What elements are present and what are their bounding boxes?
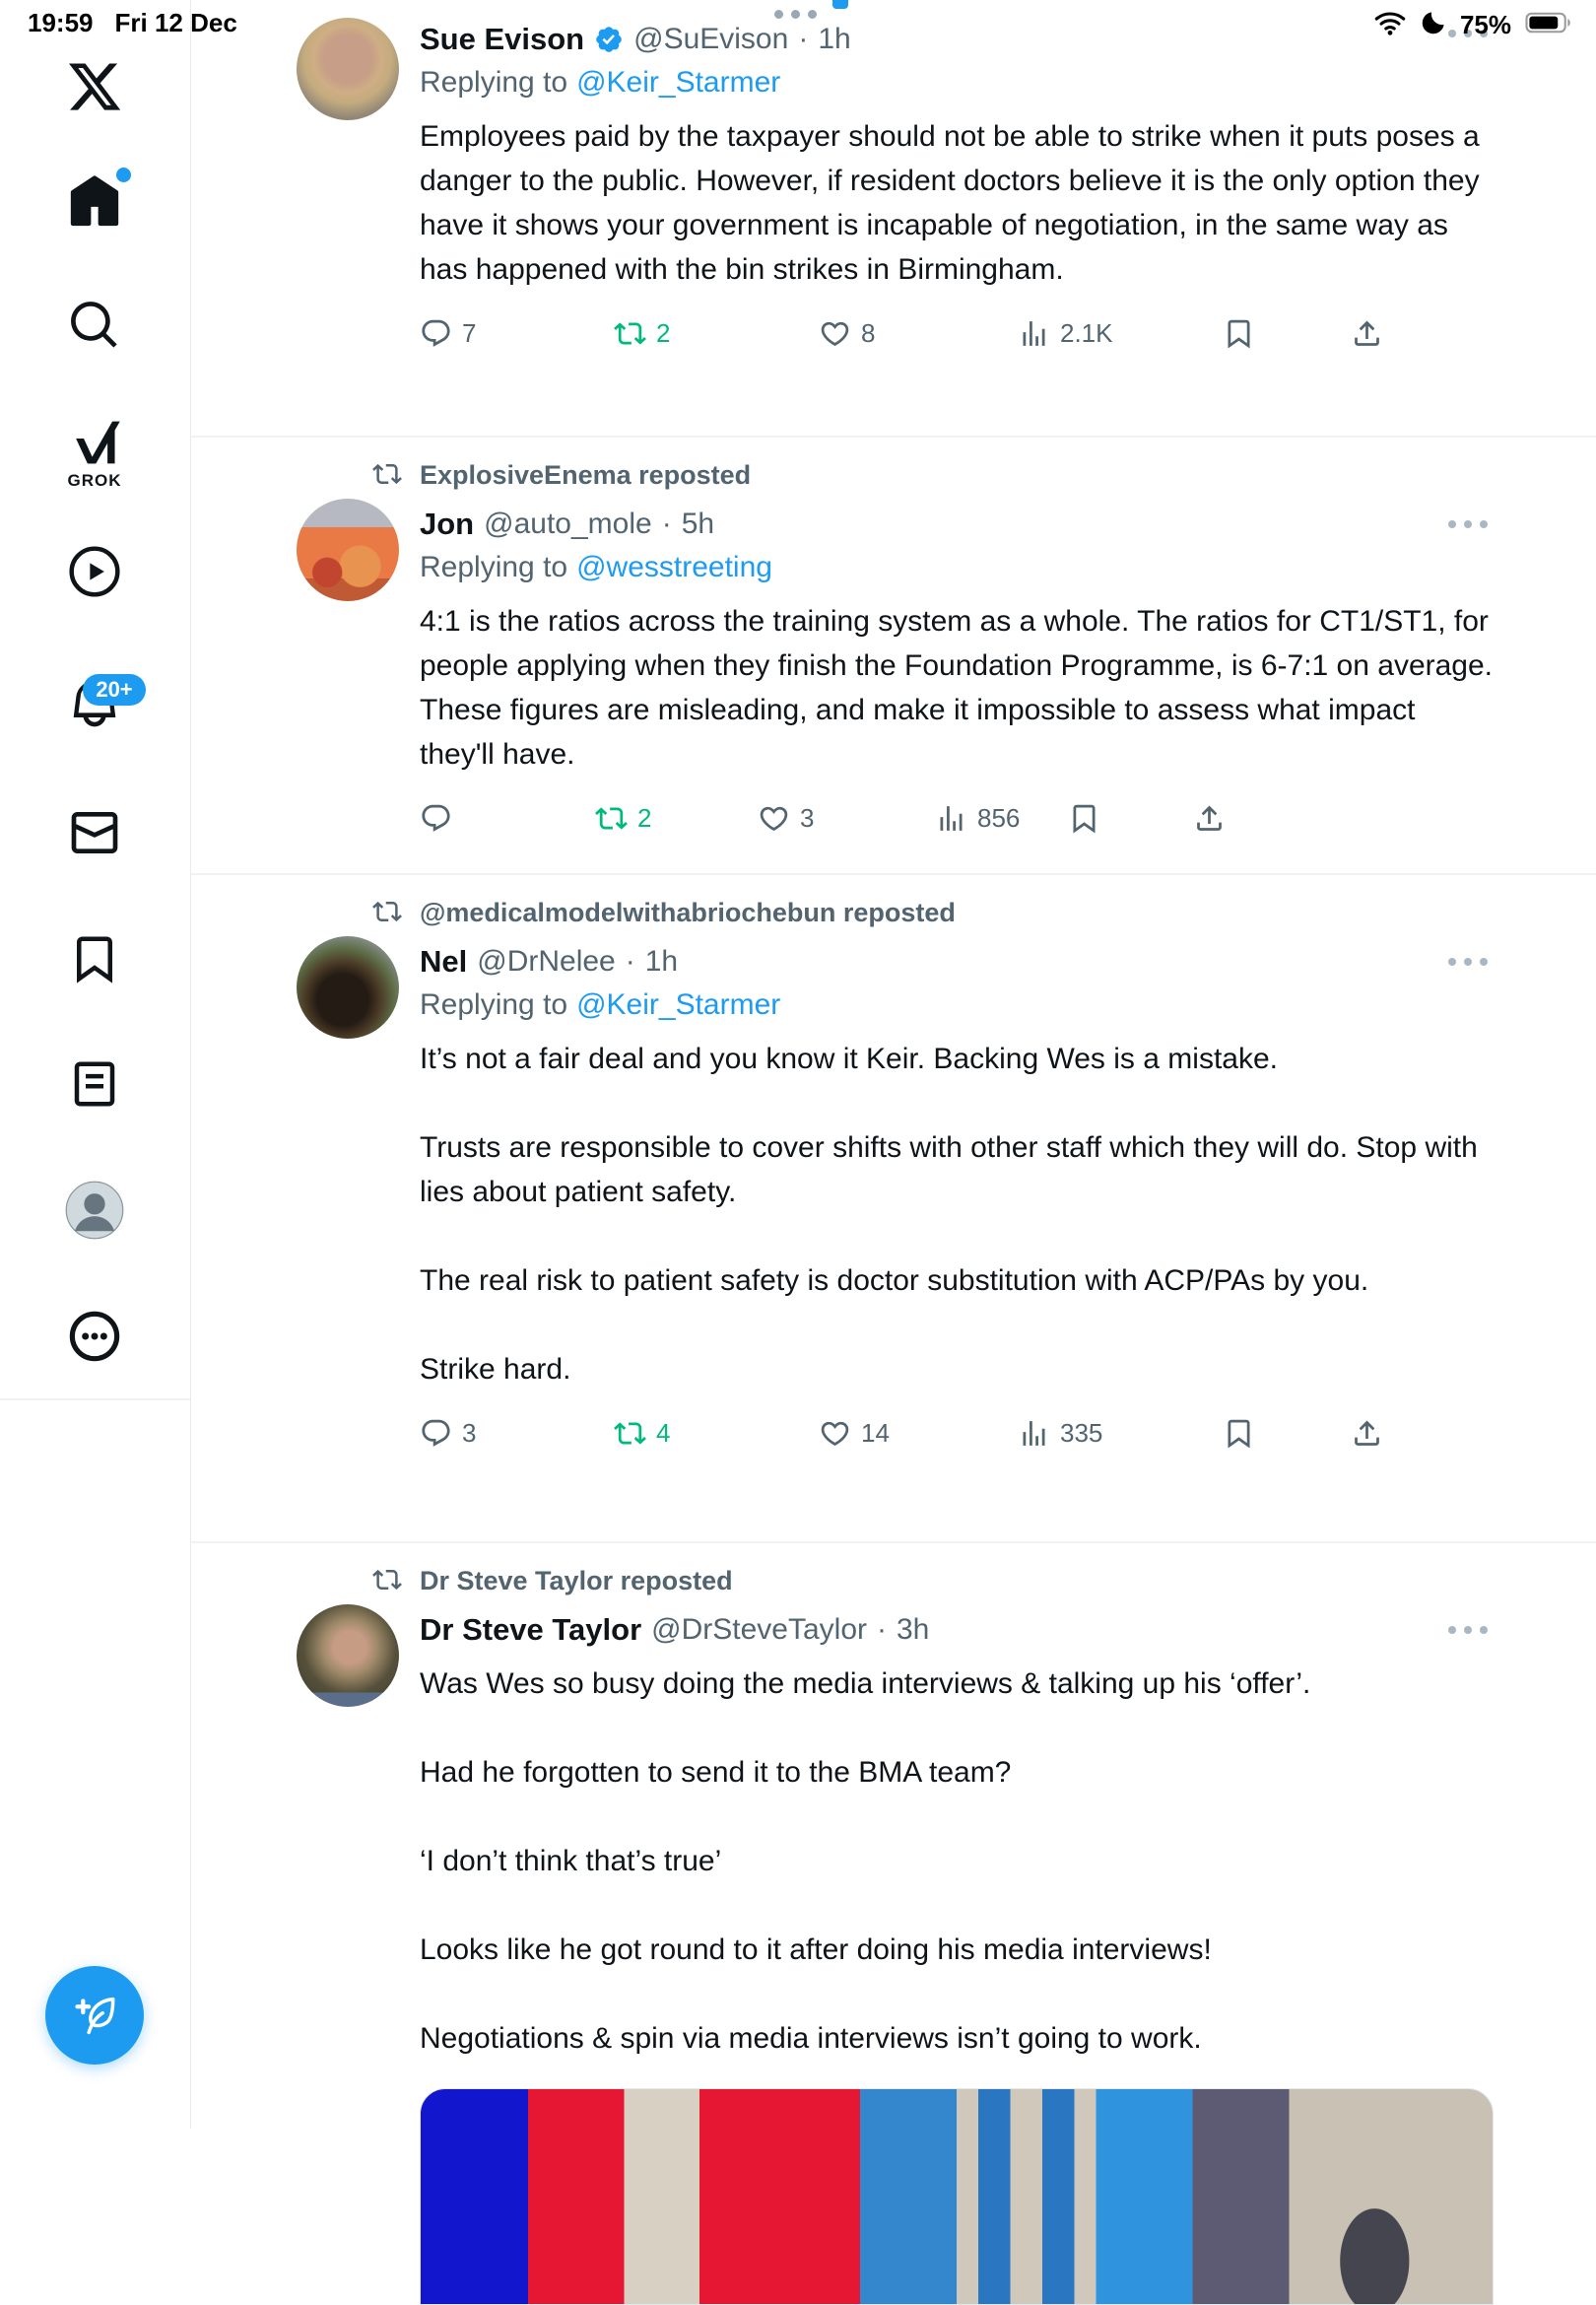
reply-icon [420,802,452,835]
views-button[interactable] [935,794,1020,842]
tweet-text [420,114,1494,292]
share-button[interactable] [1351,1409,1383,1457]
display-name[interactable]: Dr Steve Taylor [420,1612,642,1647]
tweet-actions [420,794,1494,842]
like-button[interactable] [819,309,875,357]
sidebar-item-search[interactable] [67,298,122,353]
repost-icon [595,802,628,835]
do-not-disturb-moon-icon [1419,8,1448,42]
compose-post-button[interactable] [45,1966,144,2065]
tweet-paragraph: It’s not a fair deal and you know it Keir. Backing Wes is a mistake. [420,1043,1278,1075]
reply-button[interactable] [420,1409,476,1457]
bookmark-icon [1223,317,1255,350]
home-unread-dot [116,168,131,182]
reposted-row [420,893,1494,932]
repost-icon [372,1565,402,1594]
tweet-dr-steve-taylor [191,1543,1596,2305]
reposted-by[interactable]: ExplosiveEnema reposted [420,459,752,490]
status-icons [1373,8,1574,42]
sidebar-item-x-home-logo[interactable] [66,58,123,115]
repost-icon [372,459,402,489]
timestamp: 3h [897,1613,930,1646]
tweet-actions [420,1409,1494,1457]
display-name[interactable]: Nel [420,944,468,979]
repost-button[interactable] [595,794,651,842]
sidebar-item-lists[interactable] [68,1057,121,1111]
reply-icon [420,1417,452,1450]
tweet-paragraph: Employees paid by the taxpayer should not be able to strike when it puts poses a danger to the public. However, if resident doctors believe it is the only option they have it shows your government is incapable of negotiation, in the same way as has happened with the bin strikes in Birmingham. [420,120,1480,286]
bookmark-icon [1223,1417,1255,1450]
tweet-more-icon[interactable] [1448,520,1488,528]
repost-count: 4 [656,1417,671,1448]
separator-dot: · [798,23,809,55]
tweet-paragraph: Was Wes so busy doing the media interviews & talking up his ‘offer’. [420,1667,1311,1700]
handle[interactable]: @auto_mole [484,508,652,540]
sidebar-item-home[interactable] [66,173,123,231]
like-button[interactable] [758,794,814,842]
reply-button[interactable] [420,794,462,842]
heart-icon [758,802,790,835]
tweet-paragraph: ‘I don’t think that’s true’ [420,1845,722,1877]
tweet-paragraph: The real risk to patient safety is doctor substitution with ACP/PAs by you. [420,1264,1369,1297]
like-count: 3 [800,802,815,833]
bookmark-icon [1068,802,1100,835]
repost-button[interactable] [614,1409,670,1457]
repost-button[interactable] [614,309,670,357]
separator-dot: · [877,1613,887,1646]
tweet-more-icon[interactable] [1448,1626,1488,1634]
tweet-nel [191,875,1596,1541]
repost-icon [614,1417,646,1450]
tweet-jon [191,438,1596,873]
notifications-badge: 20+ [83,674,146,706]
tweet-text [420,1037,1494,1391]
sidebar [0,0,191,2129]
view-count: 335 [1060,1417,1103,1448]
timeline [191,0,1596,2305]
bookmark-button[interactable] [1223,1409,1255,1457]
bookmark-button[interactable] [1223,309,1255,357]
status-time: 19:59 [28,8,94,37]
tweet-sue-evison [191,0,1596,436]
sidebar-item-profile[interactable] [65,1181,124,1240]
display-name[interactable]: Sue Evison [420,22,585,56]
avatar[interactable] [297,1604,399,1707]
replying-prefix: Replying to [420,988,568,1021]
repost-count: 2 [656,317,671,348]
share-icon [1351,317,1383,350]
tweet-paragraph: Looks like he got round to it after doing his media interviews! [420,1933,1212,1966]
reposted-row [420,1561,1494,1600]
reply-count: 3 [462,1417,477,1448]
tweet-paragraph: Trusts are responsible to cover shifts with other staff which they will do. Stop with lies about patient safety. [420,1131,1478,1208]
views-button[interactable] [1018,309,1113,357]
sidebar-item-grok[interactable] [68,416,122,491]
tweet-paragraph: Strike hard. [420,1353,571,1386]
repost-icon [614,317,646,350]
view-count: 2.1K [1060,317,1113,348]
analytics-icon [1018,1417,1050,1450]
like-count: 8 [861,317,876,348]
replying-mention[interactable]: @Keir_Starmer [576,66,781,99]
replying-prefix: Replying to [420,551,568,583]
replying-prefix: Replying to [420,66,568,99]
sidebar-item-bookmarks[interactable] [68,932,121,985]
separator-dot: · [625,945,635,978]
share-button[interactable] [1193,794,1226,842]
battery-percent: 75% [1459,10,1511,39]
wifi-icon [1373,9,1407,41]
heart-icon [819,317,851,350]
analytics-icon [935,802,967,835]
avatar[interactable] [297,936,399,1039]
handle[interactable]: @SuEvison [633,23,789,55]
sidebar-item-video[interactable] [67,544,122,599]
battery-icon [1523,8,1574,42]
handle[interactable]: @DrSteveTaylor [651,1613,867,1646]
status-date: Fri 12 Dec [114,8,237,37]
reply-icon [420,317,452,350]
separator-dot: · [661,508,672,540]
timestamp: 1h [644,945,679,978]
handle[interactable]: @DrNelee [477,945,616,978]
share-icon [1351,1417,1383,1450]
sidebar-item-more[interactable] [67,1309,122,1364]
tweet-text [420,1661,1494,2061]
bookmark-button[interactable] [1068,794,1100,842]
repost-icon [372,897,402,926]
views-button[interactable] [1018,1409,1102,1457]
reply-button[interactable] [420,309,476,357]
like-button[interactable] [819,1409,890,1457]
view-count: 856 [977,802,1021,833]
sidebar-divider [0,1398,190,1400]
reply-count: 7 [462,317,477,348]
timestamp: 1h [818,23,851,55]
reposted-row [420,455,1494,495]
share-icon [1193,802,1226,835]
grok-label: GROK [67,471,122,490]
repost-count: 2 [637,802,652,833]
tweet-more-icon[interactable] [1448,958,1488,966]
timestamp: 5h [681,508,715,540]
tweet-paragraph: Negotiations & spin via media interviews isn’t going to work. [420,2022,1202,2055]
tweet-paragraph: 4:1 is the ratios across the training system as a whole. The ratios for CT1/ST1, for people applying when they finish the Foundation Programme, is 6-7:1 on average. These figures are misleading, and make it impossible to assess what impact they'll have. [420,605,1494,771]
like-count: 14 [861,1417,890,1448]
compose-feather-icon [67,1988,122,2043]
status-time-date [28,8,237,38]
status-bar [0,0,1596,43]
replying-mention[interactable]: @wesstreeting [576,551,772,583]
sidebar-item-messages[interactable] [67,805,122,860]
reposted-by[interactable]: @medicalmodelwithabriochebun reposted [420,897,956,927]
tweet-actions [420,309,1494,357]
analytics-icon [1018,317,1050,350]
tweet-media-image[interactable] [420,2088,1494,2305]
display-name[interactable]: Jon [420,507,475,541]
heart-icon [819,1417,851,1450]
tweet-text [420,599,1494,777]
replying-mention[interactable]: @Keir_Starmer [576,988,781,1021]
avatar[interactable] [297,499,399,601]
reposted-by[interactable]: Dr Steve Taylor reposted [420,1565,733,1595]
tweet-paragraph: Had he forgotten to send it to the BMA team? [420,1756,1012,1789]
share-button[interactable] [1351,309,1383,357]
